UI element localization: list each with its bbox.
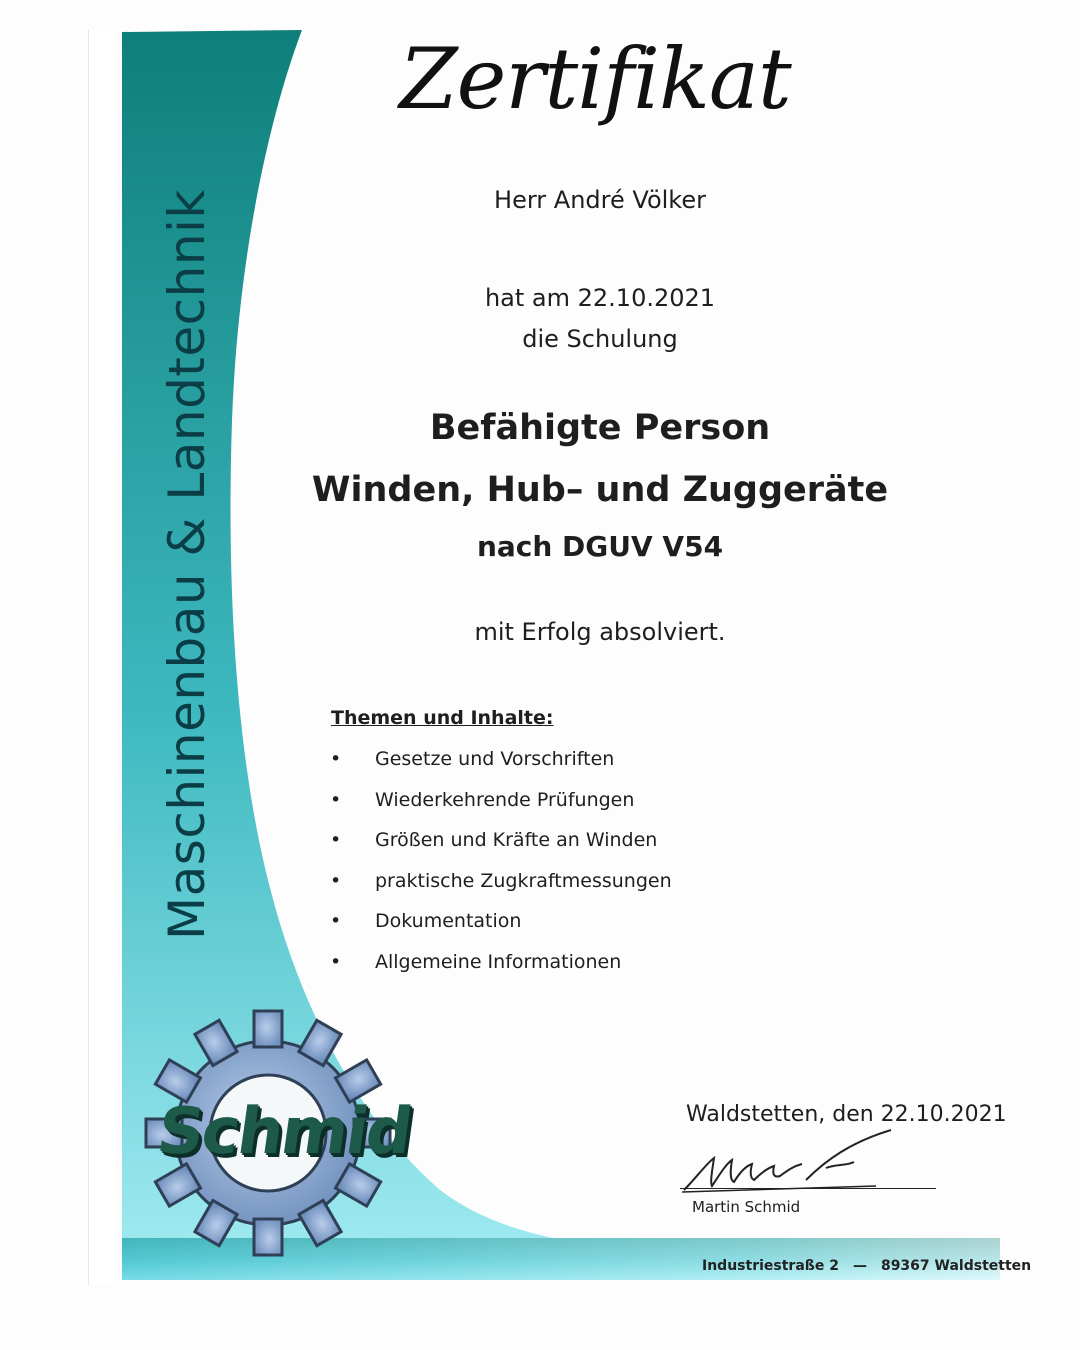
logo-wordmark: Schmid xyxy=(152,1095,416,1169)
list-item: • Größen und Kräfte an Winden xyxy=(330,829,658,852)
signer-name: Martin Schmid xyxy=(692,1198,801,1216)
training-date-line: hat am 22.10.2021 xyxy=(484,284,716,312)
bullet-icon: • xyxy=(330,748,342,770)
brand-vertical-text: Maschinenbau & Landtechnik xyxy=(158,189,216,940)
training-label: die Schulung xyxy=(522,325,678,353)
signature-line xyxy=(680,1188,936,1189)
list-item: • Wiederkehrende Prüfungen xyxy=(330,788,635,811)
place-and-date: Waldstetten, den 22.10.2021 xyxy=(686,1102,1007,1127)
bullet-icon: • xyxy=(330,788,342,811)
course-title-line-1: Befähigte Person xyxy=(429,408,771,448)
list-item: • Allgemeine Informationen xyxy=(330,950,622,973)
footer-street: Industriestraße 2 xyxy=(702,1258,839,1274)
topics-heading: Themen und Inhalte: xyxy=(331,707,554,729)
footer-city: 89367 Waldstetten xyxy=(880,1258,1032,1274)
course-title-line-3: nach DGUV V54 xyxy=(476,530,724,563)
list-item: • praktische Zugkraftmessungen xyxy=(330,869,672,892)
list-item: • Dokumentation xyxy=(330,910,522,933)
bullet-icon: • xyxy=(330,910,342,933)
recipient-name: Herr André Völker xyxy=(494,186,706,214)
footer-separator: — xyxy=(852,1258,867,1274)
footer-address xyxy=(702,1258,1031,1274)
bullet-icon: • xyxy=(330,829,342,852)
bullet-icon: • xyxy=(330,869,342,892)
course-title-line-2: Winden, Hub– und Zuggeräte xyxy=(311,470,889,510)
completion-statement: mit Erfolg absolviert. xyxy=(474,618,726,646)
list-item: • Gesetze und Vorschriften xyxy=(330,748,615,770)
topics-list xyxy=(330,747,672,991)
bullet-icon: • xyxy=(330,950,342,973)
certificate-title: Zertifikat xyxy=(399,30,791,128)
